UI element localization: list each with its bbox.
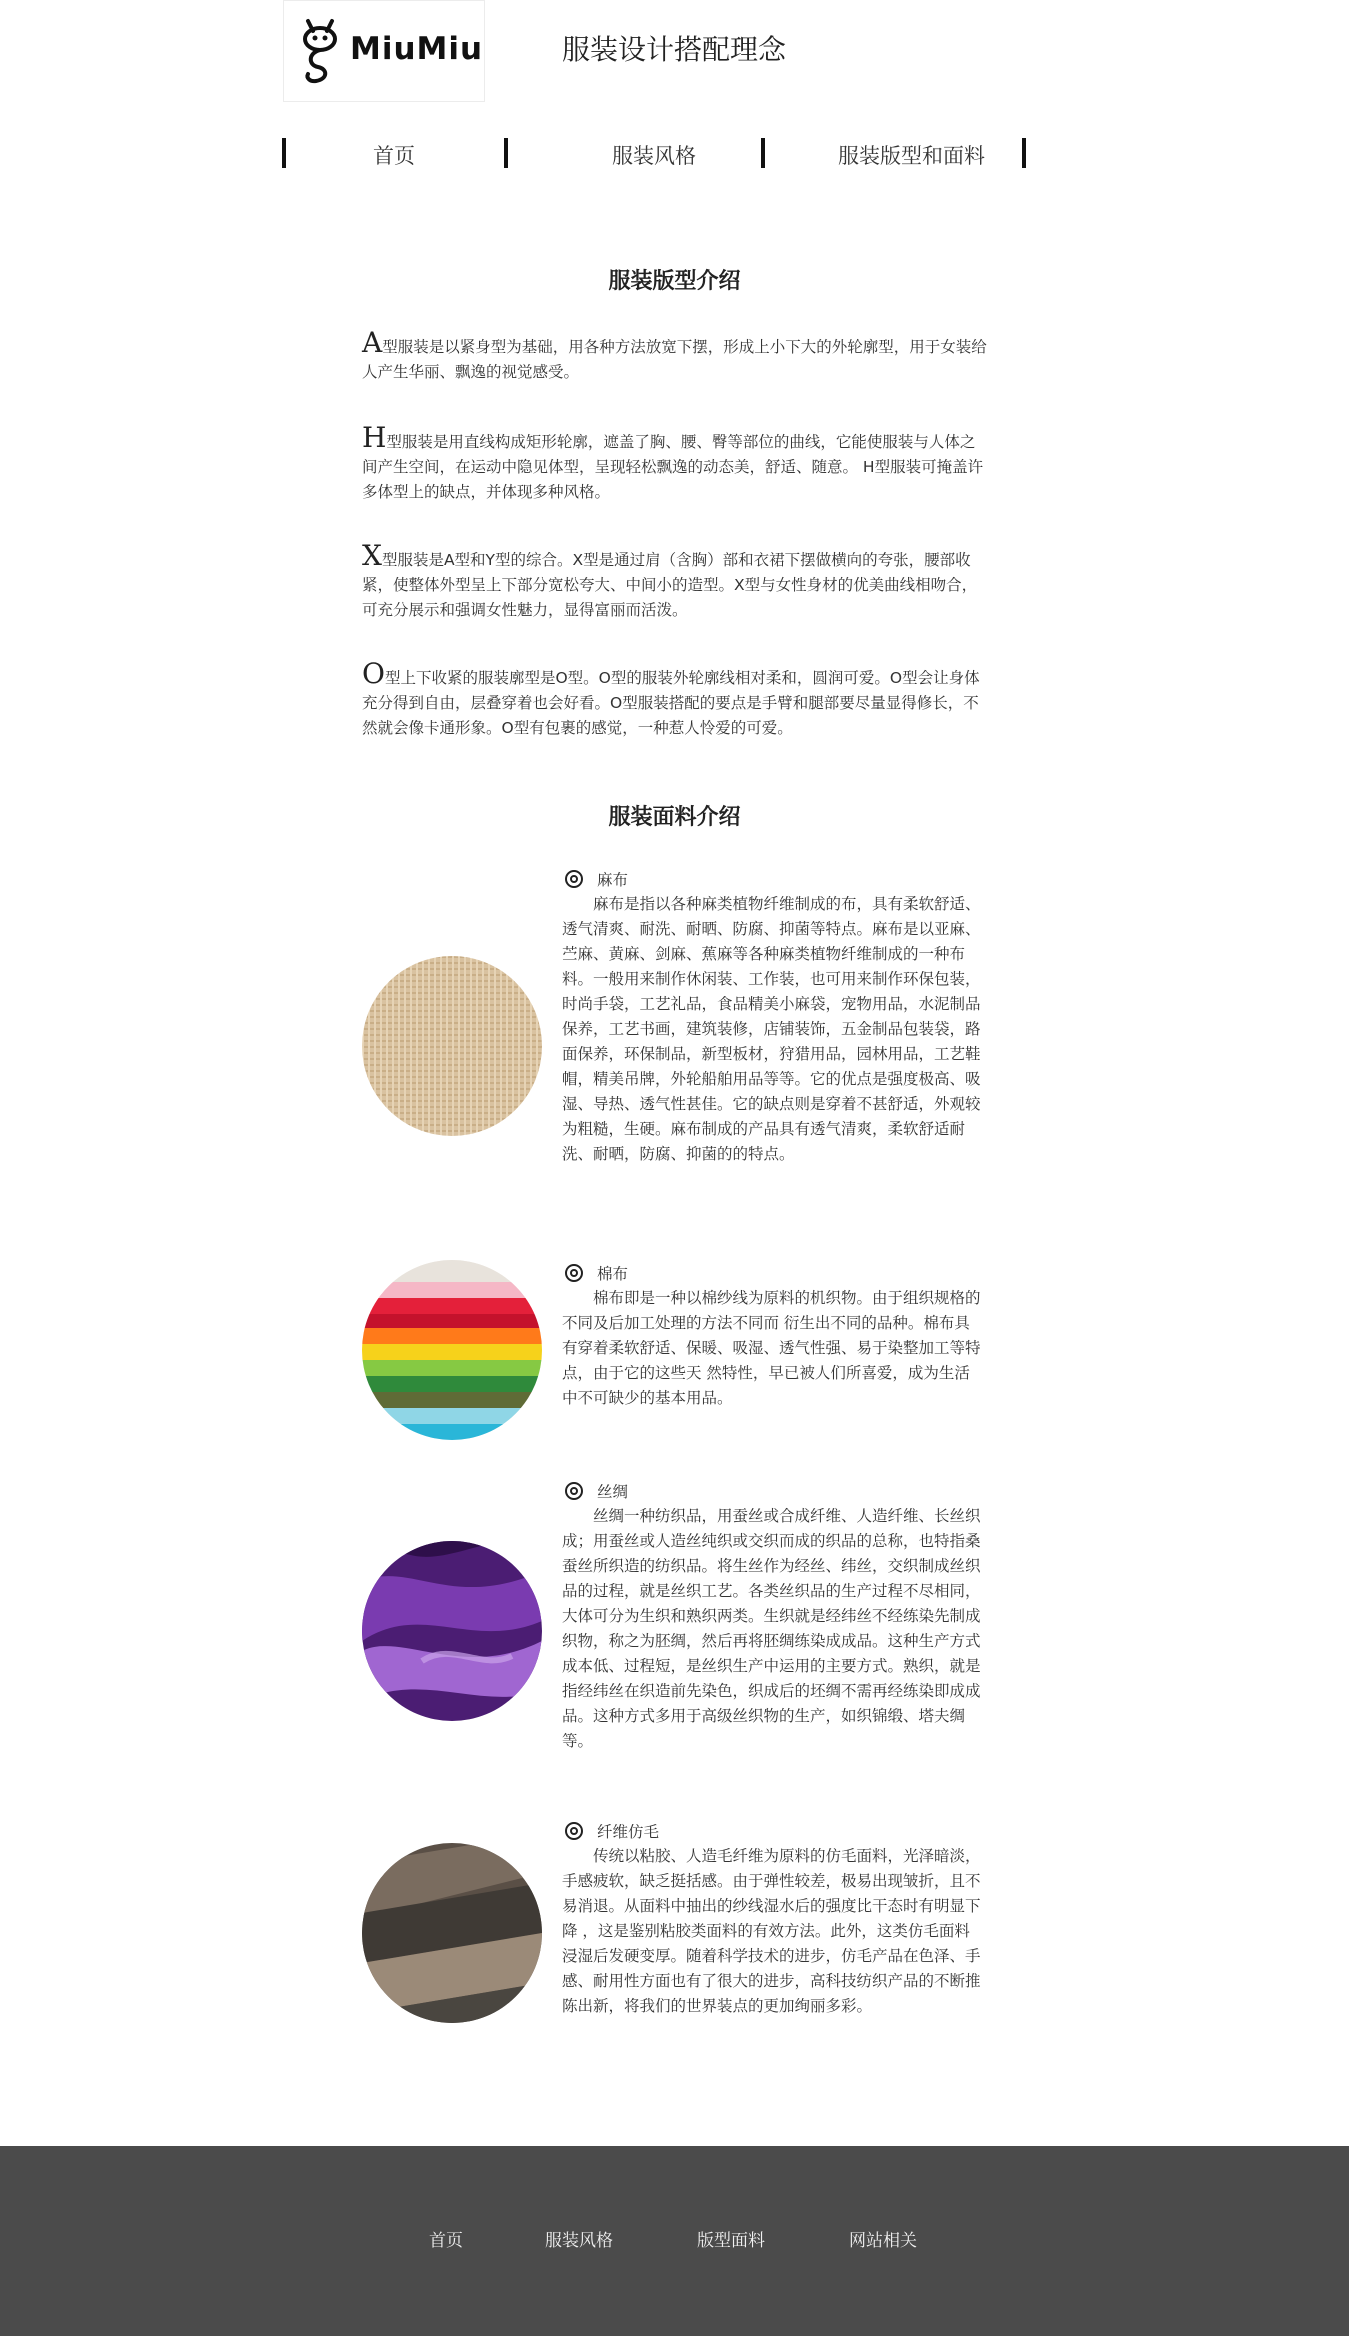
fabric-description-synthetic-wool: 传统以粘胶、人造毛纤维为原料的仿毛面料，光泽暗淡，手感疲软，缺乏挺括感。由于弹性较差，极易出现皱折，且不易消退。从面料中抽出的纱线湿水后的强度比干态时有明显下降 ，这是鉴别粘胶类面料的有效方法。此外，这类仿毛面料浸湿后发硬变厚。随着科学技术的进步，仿毛产品在色泽、手感、耐用性方面也有了很大的进步，高科技纺织产品的不断推陈出新，将我们的世界装点的更加绚丽多彩。 (562, 1847, 981, 2015)
cat-logo-icon (294, 15, 346, 85)
fabric-name: 棉布 (597, 1265, 629, 1283)
nav-divider (282, 138, 286, 168)
fabric-name: 麻布 (597, 871, 629, 889)
synthetic-wool-image (362, 1843, 542, 2023)
logo-text: MiuMiu (350, 31, 484, 67)
main-nav (282, 138, 1028, 170)
linen-image (362, 956, 542, 1136)
drop-cap: A (362, 326, 383, 359)
fabric-heading-linen (565, 868, 628, 890)
fabric-description-cotton: 棉布即是一种以棉纱线为原料的机织物。由于组织规格的不同及后加工处理的方法不同而 衍生出不同的品种。棉布具有穿着柔软舒适、保暖、吸湿、透气性强、易于染整加工等特点，由于它的这些天 然特性，早已被人们所喜爱，成为生活中不可缺少的基本用品。 (562, 1289, 981, 1407)
fabric-description-silk: 丝绸一种纺织品，用蚕丝或合成纤维、人造纤维、长丝织成；用蚕丝或人造丝纯织或交织而成的织品的总称，也特指桑蚕丝所织造的纺织品。将生丝作为经丝、纬丝，交织制成丝织品的过程，就是丝织工艺。各类丝织品的生产过程不尽相同，大体可分为生织和熟织两类。生织就是经纬丝不经练染先制成织物，称之为胚绸，然后再将胚绸练染成成品。这种生产方式成本低、过程短，是丝织生产中运用的主要方式。熟织，就是指经纬丝在织造前先染色，织成后的坯绸不需再经练染即成成品。这种方式多用于高级丝织物的生产，如织锦缎、塔夫绸等。 (562, 1507, 981, 1750)
silk-image (362, 1541, 542, 1721)
silhouette-section-title: 服装版型介绍 (608, 268, 741, 294)
fabric-heading-cotton (565, 1262, 628, 1284)
ring-bullet-icon (565, 1264, 583, 1282)
footer-link-home[interactable]: 首页 (429, 2231, 463, 2251)
footer-link-about[interactable]: 网站相关 (849, 2231, 917, 2251)
fabric-heading-synthetic-wool (565, 1820, 659, 1842)
silhouette-paragraph-h (362, 421, 988, 505)
site-title: 服装设计搭配理念 (562, 33, 787, 66)
paragraph-text: 型服装是以紧身型为基础，用各种方法放宽下摆，形成上小下大的外轮廓型，用于女装给人产生华丽、飘逸的视觉感受。 (362, 338, 987, 381)
footer-link-style[interactable]: 服装风格 (545, 2231, 613, 2251)
drop-cap: X (362, 539, 382, 572)
nav-item-style[interactable]: 服装风格 (612, 144, 696, 168)
fabric-section-title: 服装面料介绍 (608, 804, 741, 830)
fabric-name: 丝绸 (597, 1483, 629, 1501)
nav-divider (1022, 138, 1026, 168)
nav-item-silhouette-fabric[interactable]: 服装版型和面料 (838, 144, 985, 168)
footer (0, 2146, 1349, 2336)
nav-divider (761, 138, 765, 168)
nav-divider (504, 138, 508, 168)
fabric-name: 纤维仿毛 (597, 1823, 660, 1841)
paragraph-text: 型服装是A型和Y型的综合。X型是通过肩（含胸）部和衣裙下摆做横向的夸张，腰部收紧，使整体外型呈上下部分宽松夸大、中间小的造型。X型与女性身材的优美曲线相吻合，可充分展示和强调女性魅力，显得富丽而活泼。 (362, 551, 978, 619)
silhouette-paragraph-a (362, 326, 988, 385)
paragraph-text: 型服装是用直线构成矩形轮廓，遮盖了胸、腰、臀等部位的曲线，它能使服装与人体之间产生空间，在运动中隐见体型，呈现轻松飘逸的动态美，舒适、随意。 H型服装可掩盖许多体型上的缺点，并体现多种风格。 (362, 433, 984, 501)
paragraph-text: 型上下收紧的服装廓型是O型。O型的服装外轮廓线相对柔和，圆润可爱。O型会让身体充分得到自由，层叠穿着也会好看。O型服装搭配的要点是手臂和腿部要尽量显得修长，不然就会像卡通形象。O型有包裹的感觉，一种惹人怜爱的可爱。 (362, 669, 980, 737)
fabric-description-linen: 麻布是指以各种麻类植物纤维制成的布，具有柔软舒适、透气清爽、耐洗、耐晒、防腐、抑菌等特点。麻布是以亚麻、苎麻、黄麻、剑麻、蕉麻等各种麻类植物纤维制成的一种布料。一般用来制作休闲装、工作装，也可用来制作环保包装，时尚手袋，工艺礼品，食品精美小麻袋，宠物用品，水泥制品保养，工艺书画，建筑装修，店铺装饰，五金制品包装袋，路面保养，环保制品，新型板材，狩猎用品，园林用品，工艺鞋帽，精美吊牌，外轮船舶用品等等。它的优点是强度极高、吸湿、导热、透气性甚佳。它的缺点则是穿着不甚舒适，外观较为粗糙，生硬。麻布制成的产品具有透气清爽，柔软舒适耐洗、耐晒，防腐、抑菌的的特点。 (562, 895, 981, 1163)
cotton-image (362, 1260, 542, 1440)
footer-link-silhouette-fabric[interactable]: 版型面料 (697, 2231, 765, 2251)
ring-bullet-icon (565, 1482, 583, 1500)
ring-bullet-icon (565, 1822, 583, 1840)
drop-cap: O (362, 657, 385, 690)
site-logo[interactable] (283, 0, 485, 102)
nav-item-home[interactable]: 首页 (373, 144, 415, 168)
silhouette-paragraph-o (362, 657, 988, 741)
drop-cap: H (362, 421, 387, 454)
fabric-heading-silk (565, 1480, 628, 1502)
ring-bullet-icon (565, 870, 583, 888)
silhouette-paragraph-x (362, 539, 988, 623)
